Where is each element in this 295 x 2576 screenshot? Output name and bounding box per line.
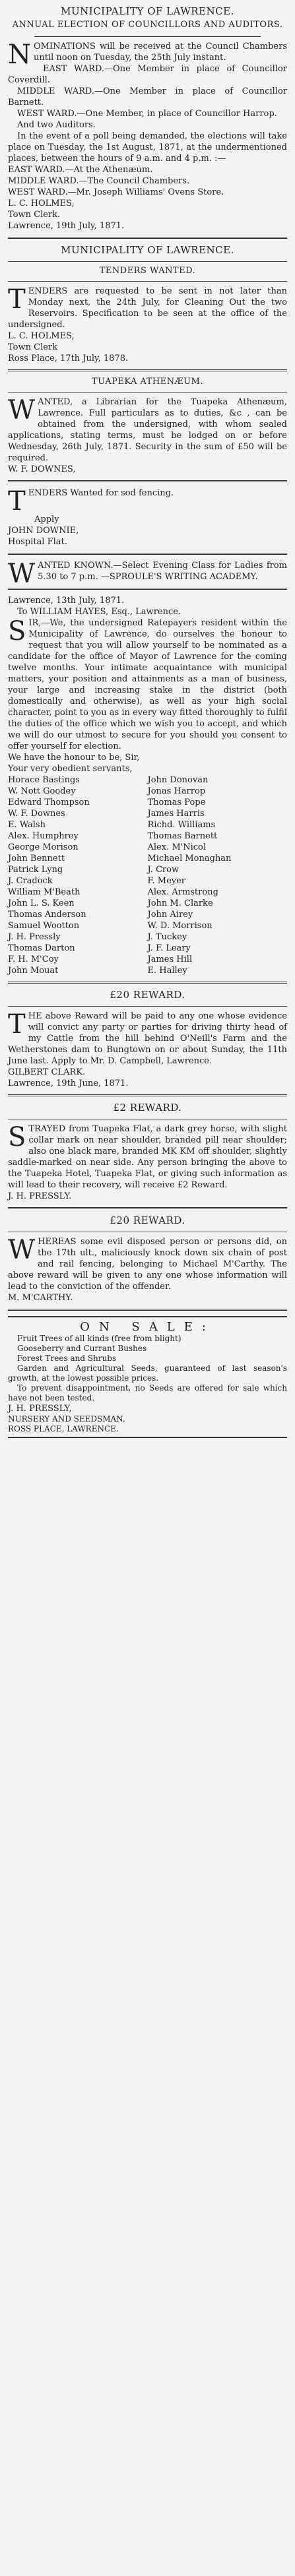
requisition-notice — [8, 595, 287, 976]
reward-title: £20 REWARD. — [110, 1214, 185, 1226]
signer-title: Town Clerk — [8, 342, 58, 352]
signatory-name: John Donovan — [147, 775, 209, 785]
reward-cattle-notice — [8, 989, 287, 1089]
signer-place: Hospital Flat. — [8, 537, 67, 547]
signatory-name: Michael Monaghan — [147, 854, 232, 864]
drop-cap: W — [8, 1235, 36, 1265]
reward-text: TRAYED from Tuapeka Flat, a dark grey horse, with slight collar mark on near shoulder, branded pill near shoulder; also one black mare, branded MK KM off shoulder, slightly saddle-marked on near side. Any person bringing the above to the Tuapeka Hotel, Tuapeka Flat, or giving such information as will lead to their recovery, will receive £2 Reward. — [8, 1124, 287, 1190]
signatory-name: W. F. Downes — [8, 809, 65, 819]
signatory-name: W. Nott Goodey — [8, 786, 76, 796]
signatory-list — [8, 774, 287, 976]
reward-title: £20 REWARD. — [110, 989, 185, 1001]
signatory-name: J. H. Pressly — [8, 932, 61, 942]
auditors: And two Auditors. — [17, 120, 96, 130]
signatory-name: Horace Bastings — [8, 775, 80, 785]
middle-ward: MIDDLE WARD.—One Member in place of Councillor Barnett. — [8, 86, 287, 108]
reward-text: HEREAS some evil disposed person or persons did, on the 17th ult., maliciously knock down six chain of post and rail fencing, belonging to Michael M'Carthy. The above reward will be given to any one whose information will lead to the conviction of the offender. — [8, 1237, 287, 1292]
municipality-title: MUNICIPALITY OF LAWRENCE. — [61, 5, 234, 17]
on-sale-title: ON SALE: — [80, 1320, 215, 1334]
signatory-name: George Morison — [8, 842, 79, 852]
tenders-notice — [8, 244, 287, 364]
drop-cap: S — [8, 1122, 26, 1152]
closing-line: Your very obedient servants, — [8, 764, 133, 774]
tenders-subtitle: TENDERS WANTED. — [99, 266, 196, 276]
requisition-text: IR,—We, the undersigned Ratepayers resident within the Municipality of Lawrence, do ourselves the honour to request that you will allow yourself to be nominated as a candidate for the office of Mayor of Lawrence for the coming twelve months. Your intimate acquaintance with municipal matters, your position and attainments as a man of business, your large and increasing stake in the district (both domestically and otherwise), as well as your high social character, point to you as in every way fitted thoroughly to fulfil the duties of the office which we wish you to accept, and which we will do our utmost to secure for you should you consent to offer yourself for election. — [8, 618, 287, 751]
west-ward: WEST WARD.—One Member, in place of Councillor Harrop. — [17, 109, 277, 119]
signatory-column — [8, 774, 148, 976]
election-subtitle: ANNUAL ELECTION OF COUNCILLORS AND AUDITORS. — [12, 20, 283, 30]
signatory-name: John M. Clarke — [147, 898, 213, 908]
sale-item: Forest Trees and Shrubs — [17, 1354, 117, 1363]
signatory-name: Thomas Anderson — [8, 910, 86, 920]
place-west: WEST WARD.—Mr. Joseph Williams' Ovens Store. — [8, 187, 224, 197]
signatory-name: John Bennett — [8, 854, 65, 864]
signatory-name: John Airey — [147, 910, 193, 920]
signatory-name: James Hill — [147, 955, 193, 964]
divider — [8, 1094, 287, 1096]
signatory-name: E. Walsh — [8, 820, 46, 830]
drop-cap: N — [8, 40, 31, 70]
tenders-text: ENDERS are requested to be sent in not later than Monday next, the 24th July, for Cleaning Out the two Reservoirs. Specification to be seen at the office of the undersigned. — [8, 286, 287, 330]
sod-fencing-text: ENDERS Wanted for sod fencing. — [28, 488, 174, 498]
sale-item: Garden and Agricultural Seeds, guaranteed of last season's growth, at the lowest possible prices. — [8, 1364, 287, 1383]
drop-cap: T — [8, 1009, 26, 1040]
apply-text: Apply — [34, 515, 59, 524]
signatory-name: W. D. Morrison — [147, 921, 213, 931]
signatory-name: Patrick Lyng — [8, 865, 63, 875]
divider — [8, 369, 287, 371]
reward-horse-notice — [8, 1102, 287, 1202]
signer: GILBERT CLARK. — [8, 1067, 86, 1077]
signatory-name: F. Meyer — [147, 876, 186, 886]
reward-fencing-notice — [8, 1214, 287, 1304]
nursery-advert — [8, 1316, 287, 1438]
municipality-title: MUNICIPALITY OF LAWRENCE. — [61, 244, 234, 256]
drop-cap: W — [8, 559, 36, 589]
athenaeum-text: ANTED, a Librarian for the Tuapeka Athenæum, Lawrence. Full particulars as to duties, &c , can be obtained from the undersigned, with whom sealed applications, stating terms, must be lodged on or before Wednesday, 26th July, 1871. Security in the sum of £50 will be required. — [8, 397, 287, 463]
signatory-name: Richd. Williams — [147, 820, 216, 830]
signer: M. M'CARTHY. — [8, 1293, 73, 1303]
sod-fencing-notice — [8, 487, 287, 548]
nominations-text: OMINATIONS will be received at the Council Chambers until noon on Tuesday, the 25th July instant. — [34, 42, 287, 63]
east-ward: EAST WARD.—One Member in place of Councillor Coverdill. — [8, 64, 287, 85]
signer: J. H. PRESSLY, — [8, 1404, 72, 1414]
signatory-name: J. Cradock — [8, 876, 53, 886]
signatory-column — [148, 774, 288, 976]
signatory-name: William M'Beath — [8, 887, 81, 897]
election-notice — [8, 5, 287, 232]
signatory-name: Thomas Barnett — [147, 831, 218, 841]
signer: L. C. HOLMES, — [8, 331, 75, 341]
signatory-name: F. H. M'Coy — [8, 955, 59, 964]
signatory-name: Samuel Wootton — [8, 921, 80, 931]
divider — [8, 982, 287, 984]
signatory-name: J. Crow — [147, 865, 180, 875]
poll-text: In the event of a poll being demanded, the elections will take place on Tuesday, the 1st August, 1871, at the undermentioned places, between the hours of 9 a.m. and 4 p.m. :— — [8, 131, 287, 164]
signatory-name: Alex. Armstrong — [147, 887, 218, 897]
signatory-name: Alex. Humphrey — [8, 831, 79, 841]
divider — [8, 1006, 287, 1007]
newspaper-page — [8, 0, 287, 1438]
divider — [8, 392, 287, 393]
signer: W. F. DOWNES, — [8, 464, 76, 474]
divider — [8, 261, 287, 262]
signer: L. C. HOLMES, — [8, 199, 75, 208]
closing-line: We have the honour to be, Sir, — [8, 753, 140, 763]
signer: J. H. PRESSLY. — [8, 1191, 72, 1201]
date: Lawrence, 19th July, 1871. — [8, 221, 125, 231]
signatory-name: Jonas Harrop — [147, 786, 206, 796]
signatory-name: E. Halley — [147, 966, 187, 976]
addressee: To WILLIAM HAYES, Esq., Lawrence. — [17, 607, 181, 617]
signatory-name: John L. S. Keen — [8, 898, 75, 908]
athenaeum-notice — [8, 377, 287, 475]
place-east: EAST WARD.—At the Athenæum. — [8, 165, 153, 175]
business-name: NURSERY AND SEEDSMAN, — [8, 1414, 125, 1424]
writing-academy-notice — [8, 559, 287, 589]
divider — [8, 480, 287, 482]
academy-text: ANTED KNOWN.—Select Evening Class for Ladies from 5.30 to 7 p.m. —SPROULE'S WRITING ACADEMY. — [38, 561, 287, 582]
signer-title: Town Clerk. — [8, 210, 61, 220]
drop-cap: T — [8, 284, 26, 315]
reward-text: HE above Reward will be paid to any one whose evidence will convict any party or parties for driving thirty head of my Cattle from the hill behind O'Neill's Farm and the Wetherstones dam to Bungtown on or about Sunday, the 11th June last. Apply to Mr. D. Campbell, Lawrence. — [8, 1011, 287, 1066]
divider — [34, 36, 261, 37]
divider — [8, 1207, 287, 1209]
reward-title: £2 REWARD. — [113, 1102, 182, 1114]
divider — [8, 553, 287, 555]
signatory-name: James Harris — [147, 809, 205, 819]
divider — [8, 237, 287, 239]
drop-cap: T — [8, 486, 26, 517]
divider — [8, 281, 287, 282]
signatory-name: Thomas Darton — [8, 943, 75, 953]
signer: JOHN DOWNIE, — [8, 526, 79, 536]
drop-cap: W — [8, 395, 36, 425]
signatory-name: John Mouat — [8, 966, 59, 976]
sale-item: Gooseberry and Currant Bushes — [17, 1344, 147, 1353]
signatory-name: Thomas Pope — [147, 798, 206, 807]
place-middle: MIDDLE WARD.—The Council Chambers. — [8, 176, 190, 186]
divider — [8, 588, 287, 590]
athenaeum-title: TUAPEKA ATHENÆUM. — [91, 377, 204, 387]
signatory-name: Alex. M'Nicol — [147, 842, 207, 852]
date: Lawrence, 19th June, 1871. — [8, 1079, 129, 1088]
sale-item: Fruit Trees of all kinds (free from blight) — [17, 1334, 181, 1343]
date: Ross Place, 17th July, 1878. — [8, 354, 129, 363]
signatory-name: J. Tuckey — [147, 932, 187, 942]
date: Lawrence, 13th July, 1871. — [8, 596, 125, 606]
divider — [8, 1309, 287, 1311]
drop-cap: S — [8, 616, 26, 646]
sale-note: To prevent disappointment, no Seeds are offered for sale which have not been tested. — [8, 1383, 287, 1402]
signatory-name: Edward Thompson — [8, 798, 90, 807]
business-address: ROSS PLACE, LAWRENCE. — [8, 1424, 119, 1433]
signatory-name: J. F. Leary — [147, 943, 191, 953]
